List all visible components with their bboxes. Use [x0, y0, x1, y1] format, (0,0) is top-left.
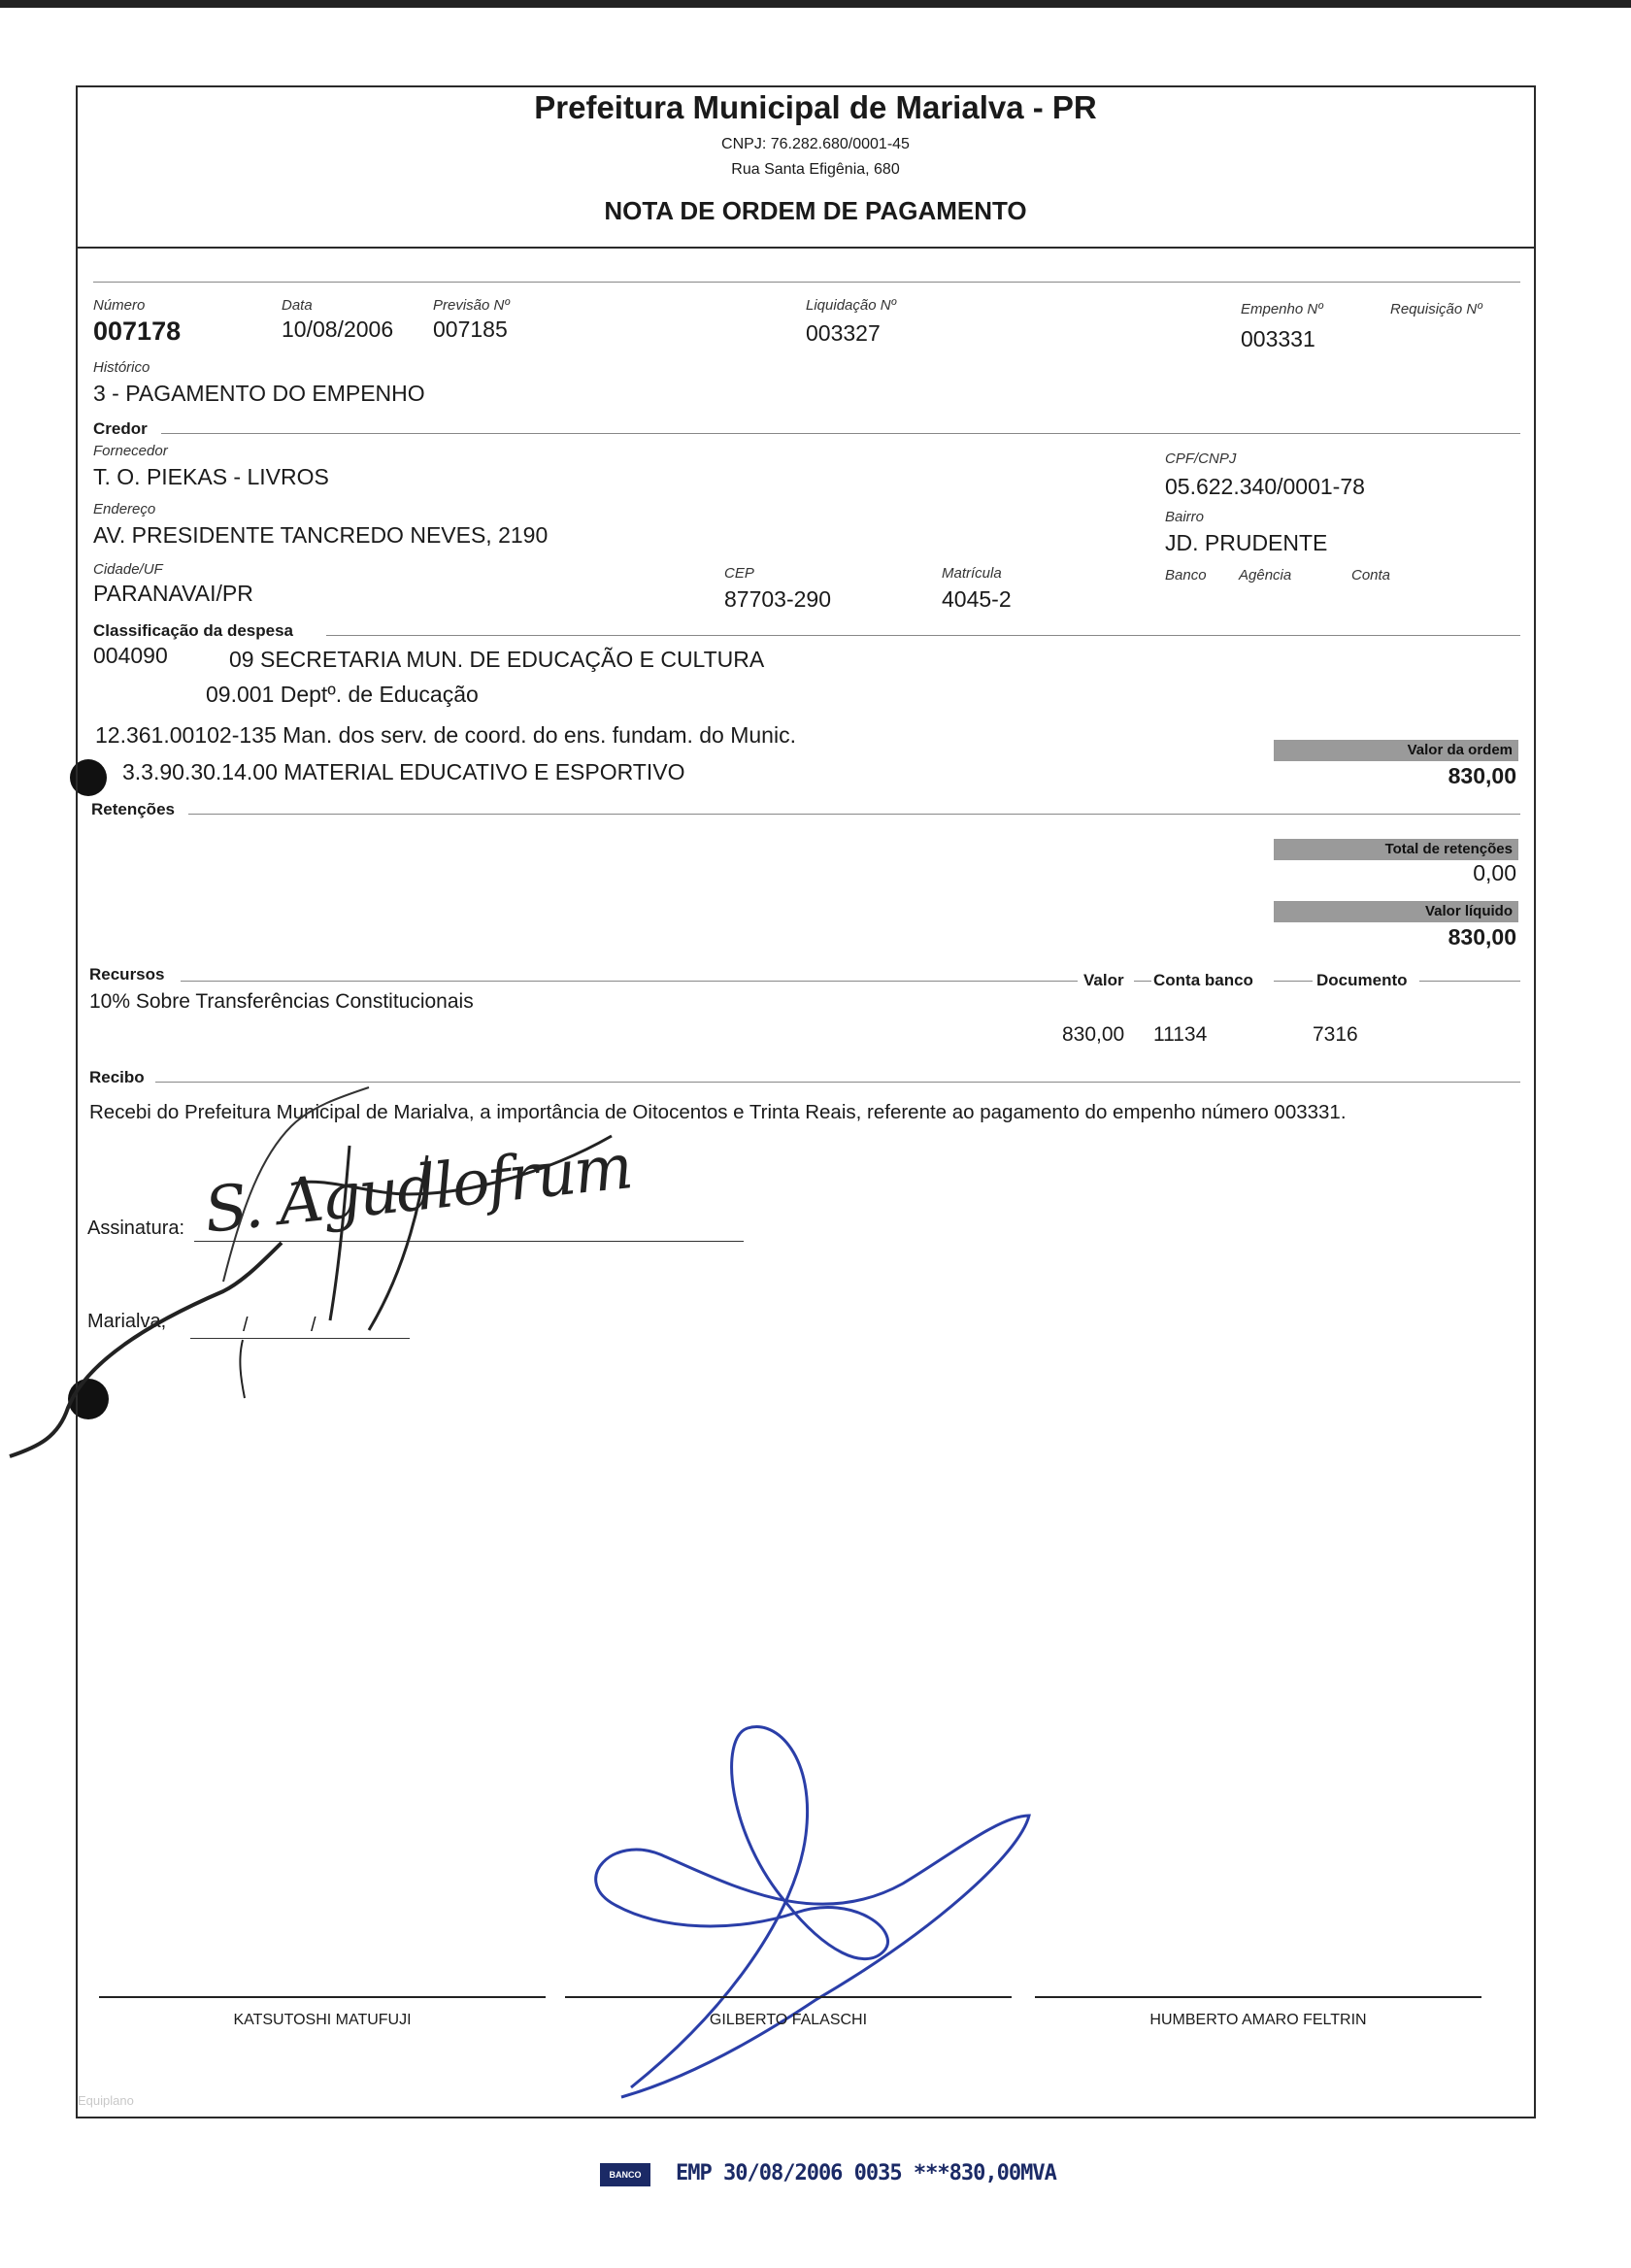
total-retencoes-label: Total de retenções [1384, 841, 1513, 857]
total-retencoes-bar [1274, 839, 1518, 860]
previsao-label: Previsão Nº [433, 297, 510, 314]
software-watermark: Equiplano [78, 2093, 134, 2108]
recursos-valor: 830,00 [1062, 1023, 1125, 1046]
document-type: NOTA DE ORDEM DE PAGAMENTO [604, 196, 1027, 225]
signatory-name-1: KATSUTOSHI MATUFUJI [233, 2012, 412, 2028]
signatory-name-3: HUMBERTO AMARO FELTRIN [1149, 2012, 1367, 2028]
official-signature-icon [582, 1718, 1048, 2107]
recursos-valor-label: Valor [1083, 971, 1124, 989]
recursos-descricao: 10% Sobre Transferências Constitucionais [89, 990, 474, 1013]
ident-top-line [93, 282, 1520, 283]
header-address: Rua Santa Efigênia, 680 [731, 161, 900, 178]
recursos-line-4 [1419, 981, 1520, 982]
endereco-value: AV. PRESIDENTE TANCREDO NEVES, 2190 [93, 522, 549, 548]
bairro-value: JD. PRUDENTE [1165, 530, 1328, 555]
valor-ordem-value: 830,00 [1448, 763, 1516, 788]
banco-label: Banco [1165, 567, 1207, 584]
valor-liquido-bar [1274, 901, 1518, 922]
recursos-documento: 7316 [1313, 1023, 1358, 1046]
valor-liquido-label: Valor líquido [1424, 903, 1513, 919]
credor-section-label: Credor [93, 419, 148, 438]
fornecedor-value: T. O. PIEKAS - LIVROS [93, 464, 329, 489]
date-separator-1: / [243, 1315, 249, 1336]
liquidacao-label: Liquidação Nº [806, 297, 897, 314]
scan-top-edge [0, 0, 1631, 8]
agencia-label: Agência [1239, 567, 1292, 584]
endereco-label: Endereço [93, 501, 156, 517]
signatory-name-2: GILBERTO FALASCHI [709, 2012, 868, 2028]
conta-label: Conta [1351, 567, 1391, 584]
recursos-documento-label: Documento [1316, 971, 1408, 989]
recursos-conta-banco-label: Conta banco [1153, 971, 1253, 989]
assinatura-label: Assinatura: [87, 1217, 185, 1239]
bank-stamp-logo: BANCO [600, 2163, 650, 2186]
data-label: Data [282, 297, 313, 314]
date-separator-2: / [311, 1315, 316, 1336]
classificacao-secretaria: 09 SECRETARIA MUN. DE EDUCAÇÃO E CULTURA [229, 647, 765, 672]
retencoes-section-label: Retenções [91, 800, 175, 818]
cidade-label: Cidade/UF [93, 561, 163, 578]
signatory-line-2 [565, 1996, 1012, 1998]
recibo-section-label: Recibo [89, 1068, 145, 1086]
historico-label: Histórico [93, 359, 150, 376]
recursos-line-3 [1274, 981, 1313, 982]
recursos-line [181, 981, 1078, 982]
credor-line [161, 433, 1520, 434]
matricula-value: 4045-2 [942, 586, 1012, 612]
recursos-conta-banco: 11134 [1153, 1023, 1208, 1046]
header-cnpj: CNPJ: 76.282.680/0001-45 [721, 136, 910, 152]
header-title: Prefeitura Municipal de Marialva - PR [534, 89, 1097, 125]
matricula-label: Matrícula [942, 565, 1002, 582]
total-retencoes-value: 0,00 [1473, 860, 1516, 885]
classificacao-line [326, 635, 1520, 636]
cpf-cnpj-value: 05.622.340/0001-78 [1165, 474, 1365, 499]
requisicao-label: Requisição Nº [1390, 301, 1482, 317]
numero-value: 007178 [93, 317, 182, 346]
numero-label: Número [93, 297, 146, 314]
bairro-label: Bairro [1165, 509, 1205, 525]
header-divider [76, 247, 1536, 249]
bank-stamp: EMP 30/08/2006 0035 ***830,00MVA [676, 2161, 1056, 2185]
cep-label: CEP [724, 565, 754, 582]
recibo-text: Recebi do Prefeitura Municipal de Marialva, a importância de Oitocentos e Trinta Reais, referente ao pagamento do empenho número 003331. [89, 1101, 1347, 1123]
classificacao-departamento: 09.001 Deptº. de Educação [206, 682, 479, 707]
valor-liquido-value: 830,00 [1448, 924, 1516, 950]
receipt-signature-text: S. Agudlofrum [201, 1131, 635, 1248]
cidade-value: PARANAVAI/PR [93, 581, 253, 606]
classificacao-elemento: 3.3.90.30.14.00 MATERIAL EDUCATIVO E ESPORTIVO [122, 759, 685, 784]
historico-value: 3 - PAGAMENTO DO EMPENHO [93, 381, 425, 406]
classificacao-programa: 12.361.00102-135 Man. dos serv. de coord. do ens. fundam. do Munic. [95, 722, 796, 748]
cep-value: 87703-290 [724, 586, 831, 612]
valor-ordem-label: Valor da ordem [1407, 742, 1513, 758]
previsao-value: 007185 [433, 317, 508, 342]
empenho-label: Empenho Nº [1241, 301, 1323, 317]
classificacao-code: 004090 [93, 643, 168, 668]
signatory-line-3 [1035, 1996, 1481, 1998]
signatory-line-1 [99, 1996, 546, 1998]
liquidacao-value: 003327 [806, 320, 881, 346]
fornecedor-label: Fornecedor [93, 443, 168, 459]
retencoes-line [188, 814, 1520, 815]
classificacao-section-label: Classificação da despesa [93, 621, 294, 640]
data-value: 10/08/2006 [282, 317, 394, 342]
cpf-cnpj-label: CPF/CNPJ [1165, 450, 1237, 467]
recursos-section-label: Recursos [89, 965, 165, 984]
recursos-line-2 [1134, 981, 1151, 982]
local-label: Marialva, [87, 1311, 167, 1332]
valor-ordem-bar [1274, 740, 1518, 761]
receipt-signature-icon [0, 1068, 738, 1476]
empenho-value: 003331 [1241, 326, 1315, 351]
